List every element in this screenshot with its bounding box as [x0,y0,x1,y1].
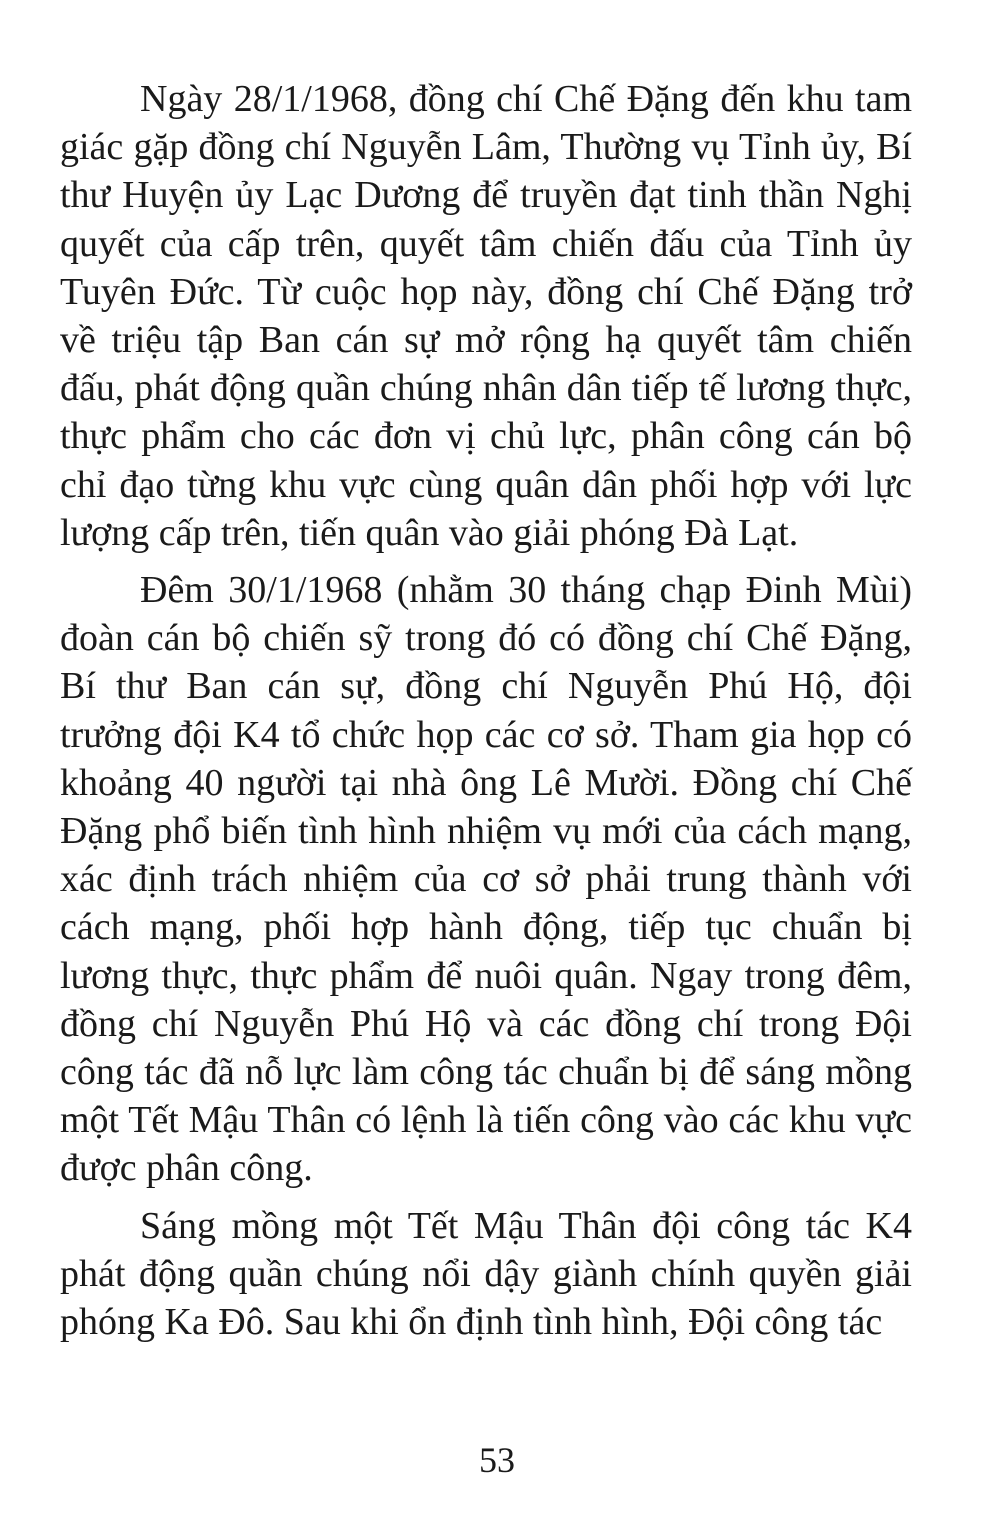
page-number: 53 [479,1440,515,1480]
paragraph-1: Ngày 28/1/1968, đồng chí Chế Đặng đến khu tam giác gặp đồng chí Nguyễn Lâm, Thường vụ Tỉnh ủy, Bí thư Huyện ủy Lạc Dương để truyền đạt tinh thần Nghị quyết của cấp trên, quyết tâm chiến đấu của Tỉnh ủy Tuyên Đức. Từ cuộc họp này, đồng chí Chế Đặng trở về triệu tập Ban cán sự mở rộng hạ quyết tâm chiến đấu, phát động quần chúng nhân dân tiếp tế lương thực, thực phẩm cho các đơn vị chủ lực, phân công cán bộ chỉ đạo từng khu vực cùng quân dân phối hợp với lực lượng cấp trên, tiến quân vào giải phóng Đà Lạt. [60,78,912,554]
paragraph-3: Sáng mồng một Tết Mậu Thân đội công tác K4 phát động quần chúng nổi dậy giành chính quyền giải phóng Ka Đô. Sau khi ổn định tình hình, Đội công tác [60,1204,912,1344]
paragraph-2: Đêm 30/1/1968 (nhằm 30 tháng chạp Đinh Mùi) đoàn cán bộ chiến sỹ trong đó có đồng chí Chế Đặng, Bí thư Ban cán sự, đồng chí Nguyễn Phú Hộ, đội trưởng đội K4 tổ chức họp các cơ sở. Tham gia họp có khoảng 40 người tại nhà ông Lê Mười. Đồng chí Chế Đặng phổ biến tình hình nhiệm vụ mới của cách mạng, xác định trách nhiệm của cơ sở phải trung thành với cách mạng, phối hợp hành động, tiếp tục chuẩn bị lương thực, thực phẩm để nuôi quân. Ngay trong đêm, đồng chí Nguyễn Phú Hộ và các đồng chí trong Đội công tác đã nỗ lực làm công tác chuẩn bị để sáng mồng một Tết Mậu Thân có lệnh là tiến công vào các khu vực được phân công. [60,569,912,1190]
body-text [60,75,912,1346]
